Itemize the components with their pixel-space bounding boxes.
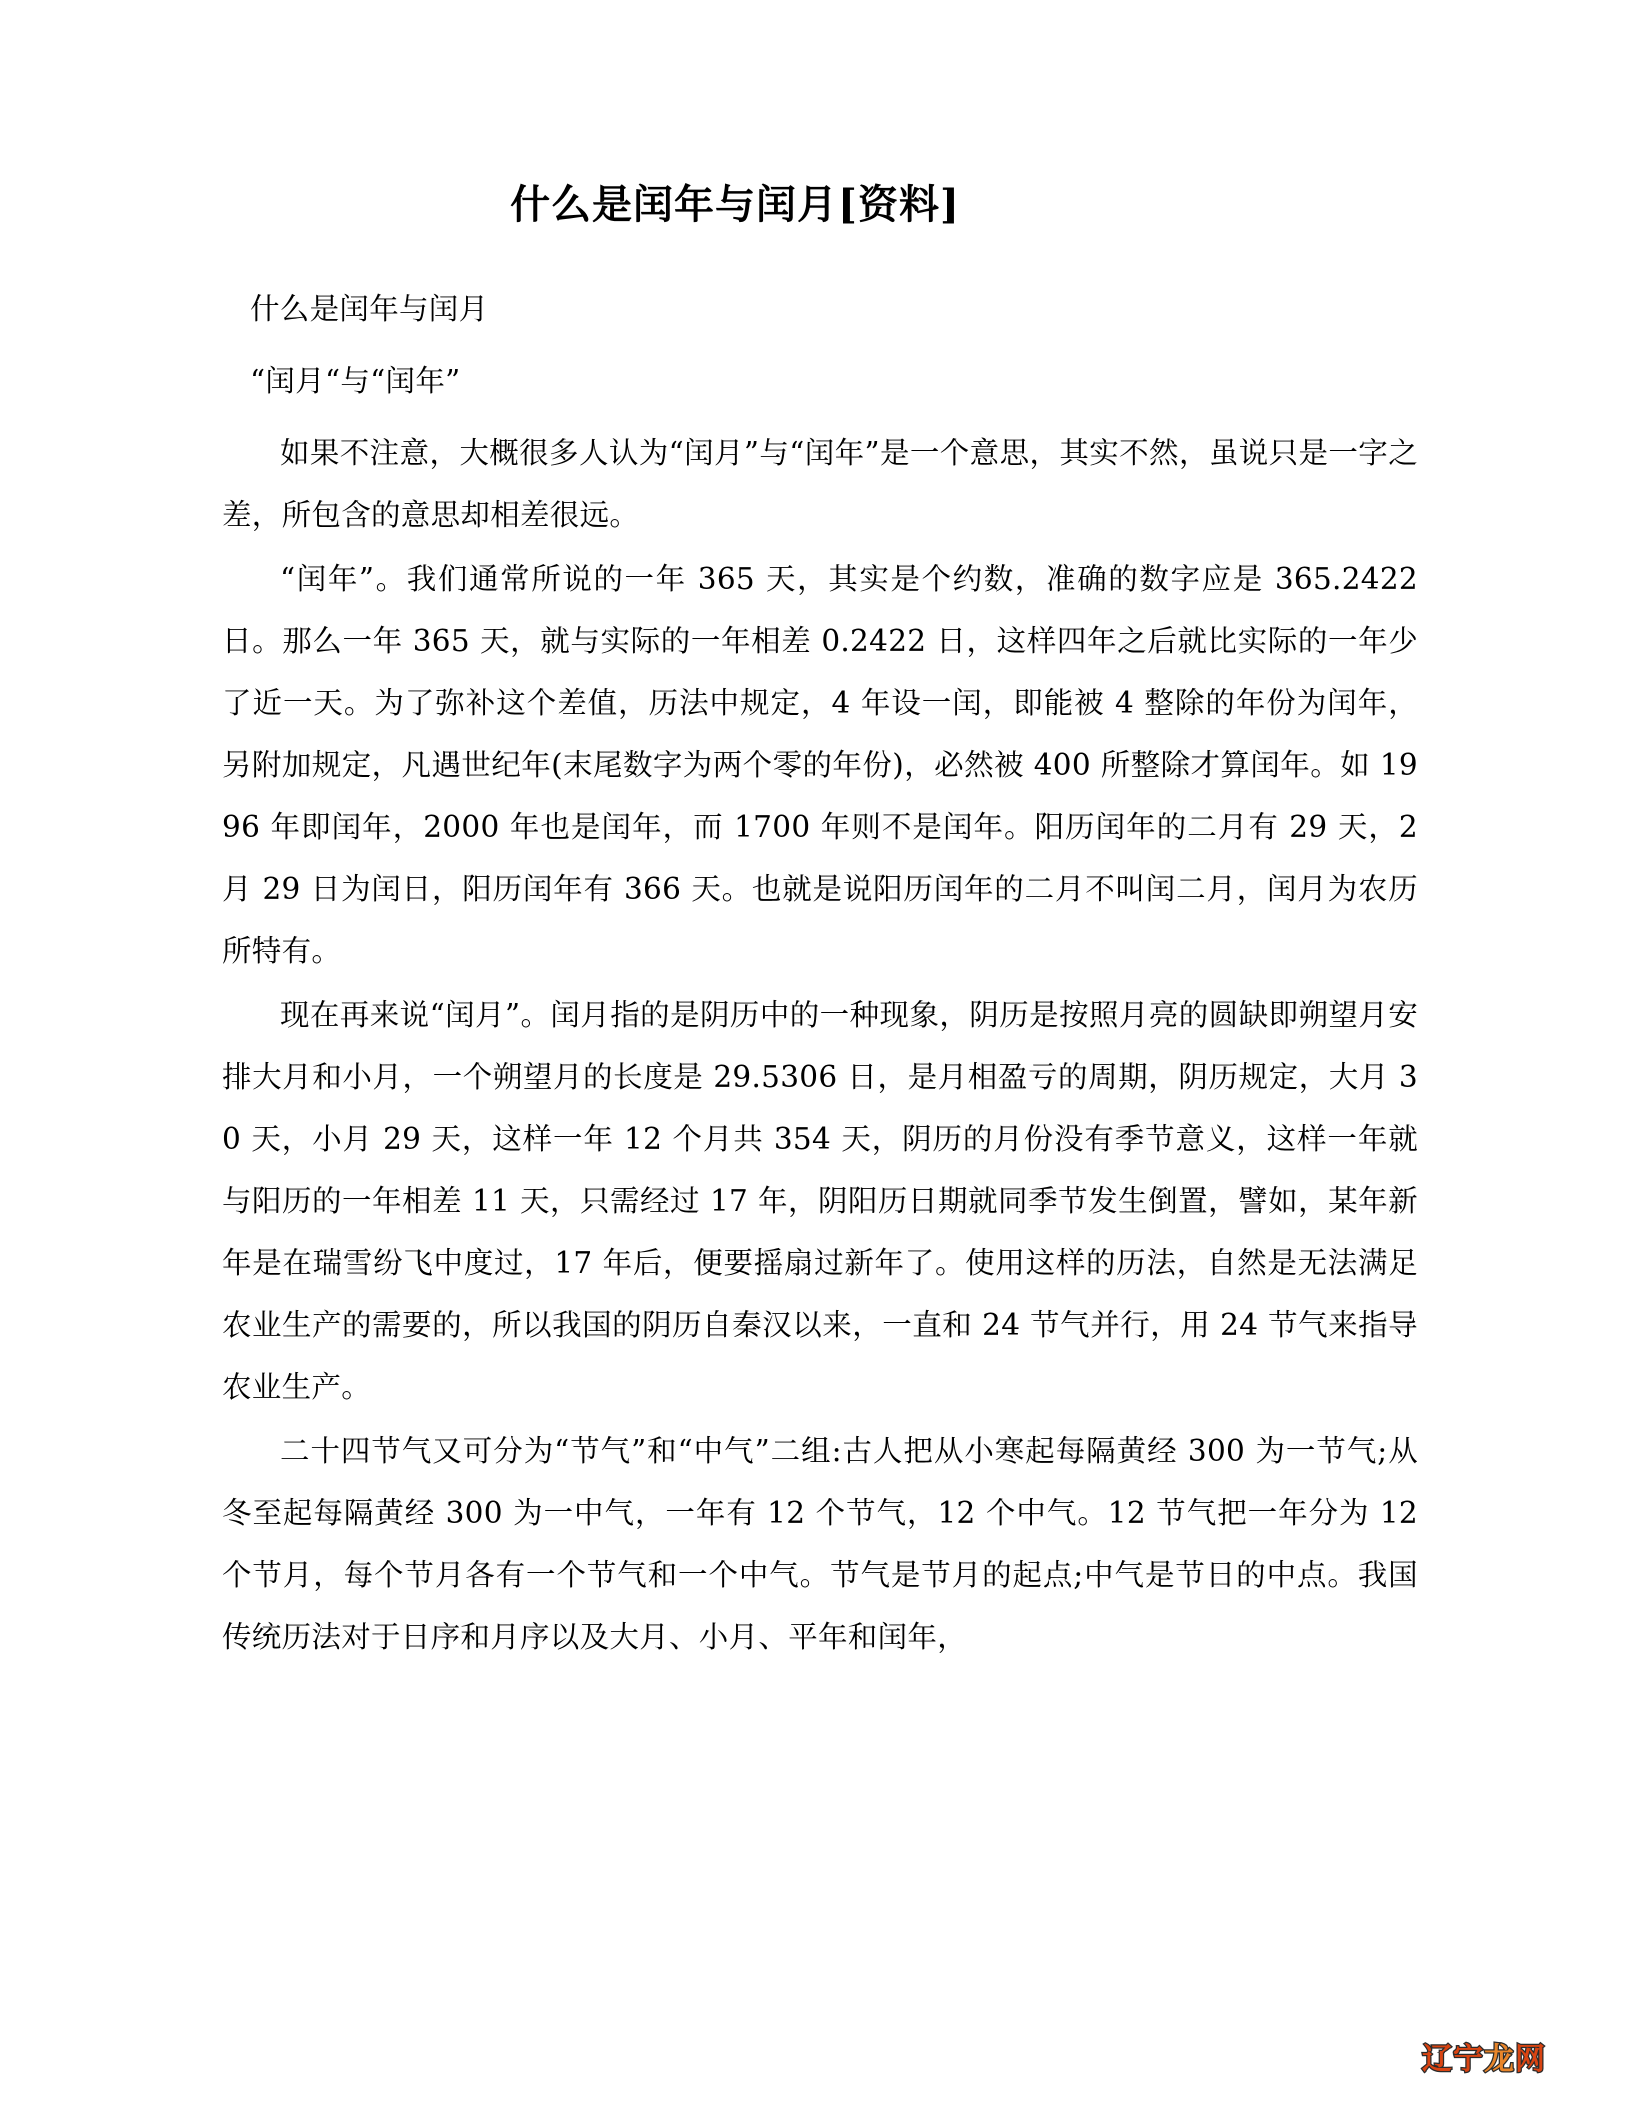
watermark-char-2: 宁 [1453, 2042, 1484, 2077]
document-body [222, 178, 1418, 1670]
paragraph-3: 如果不注意，大概很多人认为“闰月”与“闰年”是一个意思，其实不然，虽说只是一字之差，所包含的意思却相差很远。 [222, 436, 1418, 532]
paragraph-6: 二十四节气又可分为“节气”和“中气”二组:古人把从小寒起每隔黄经 300 为一节气;从冬至起每隔黄经 300 为一中气，一年有 12 个节气，12 个中气。12 节气把一年分为 12 个节月，每个节月各有一个节气和一个中气。节气是节月的起点;中气是节日的中点。我国传统历法对于日序和月序以及大月、小月、平年和闰年， [222, 1434, 1418, 1654]
paragraph-2: “闰月“与“闰年” [250, 364, 461, 398]
site-watermark [1422, 2042, 1546, 2077]
watermark-char-4: 网 [1515, 2042, 1546, 2077]
paragraph-5: 现在再来说“闰月”。闰月指的是阴历中的一种现象，阴历是按照月亮的圆缺即朔望月安排大月和小月，一个朔望月的长度是 29.5306 日，是月相盈亏的周期，阴历规定，大月 30 天，小月 29 天，这样一年 12 个月共 354 天，阴历的月份没有季节意义，这样一年就与阳历的一年相差 11 天，只需经过 17 年，阴阳历日期就同季节发生倒置，譬如，某年新年是在瑞雪纷飞中度过，17 年后，便要摇扇过新年了。使用这样的历法，自然是无法满足农业生产的需要的，所以我国的阴历自秦汉以来，一直和 24 节气并行，用 24 节气来指导农业生产。 [222, 998, 1418, 1404]
paragraph-1: 什么是闰年与闰月 [250, 292, 489, 326]
page-title: 什么是闰年与闰月[资料] [510, 181, 960, 228]
paragraph-spacer [222, 414, 1418, 422]
paragraph-4: “闰年”。我们通常所说的一年 365 天，其实是个约数，准确的数字应是 365.2422 日。那么一年 365 天，就与实际的一年相差 0.2422 日，这样四年之后就比实际的一年少了近一天。为了弥补这个差值，历法中规定，4 年设一闰，即能被 4 整除的年份为闰年，另附加规定，凡遇世纪年(末尾数字为两个零的年份)，必然被 400 所整除才算闰年。如 1996 年即闰年，2000 年也是闰年，而 1700 年则不是闰年。阳历闰年的二月有 29 天，2 月 29 日为闰日，阳历闰年有 366 天。也就是说阳历闰年的二月不叫闰二月，闰月为农历所特有。 [222, 562, 1418, 968]
paragraph-spacer [222, 342, 1418, 350]
watermark-char-3: 龙 [1484, 2042, 1515, 2077]
watermark-char-1: 辽 [1422, 2042, 1453, 2077]
